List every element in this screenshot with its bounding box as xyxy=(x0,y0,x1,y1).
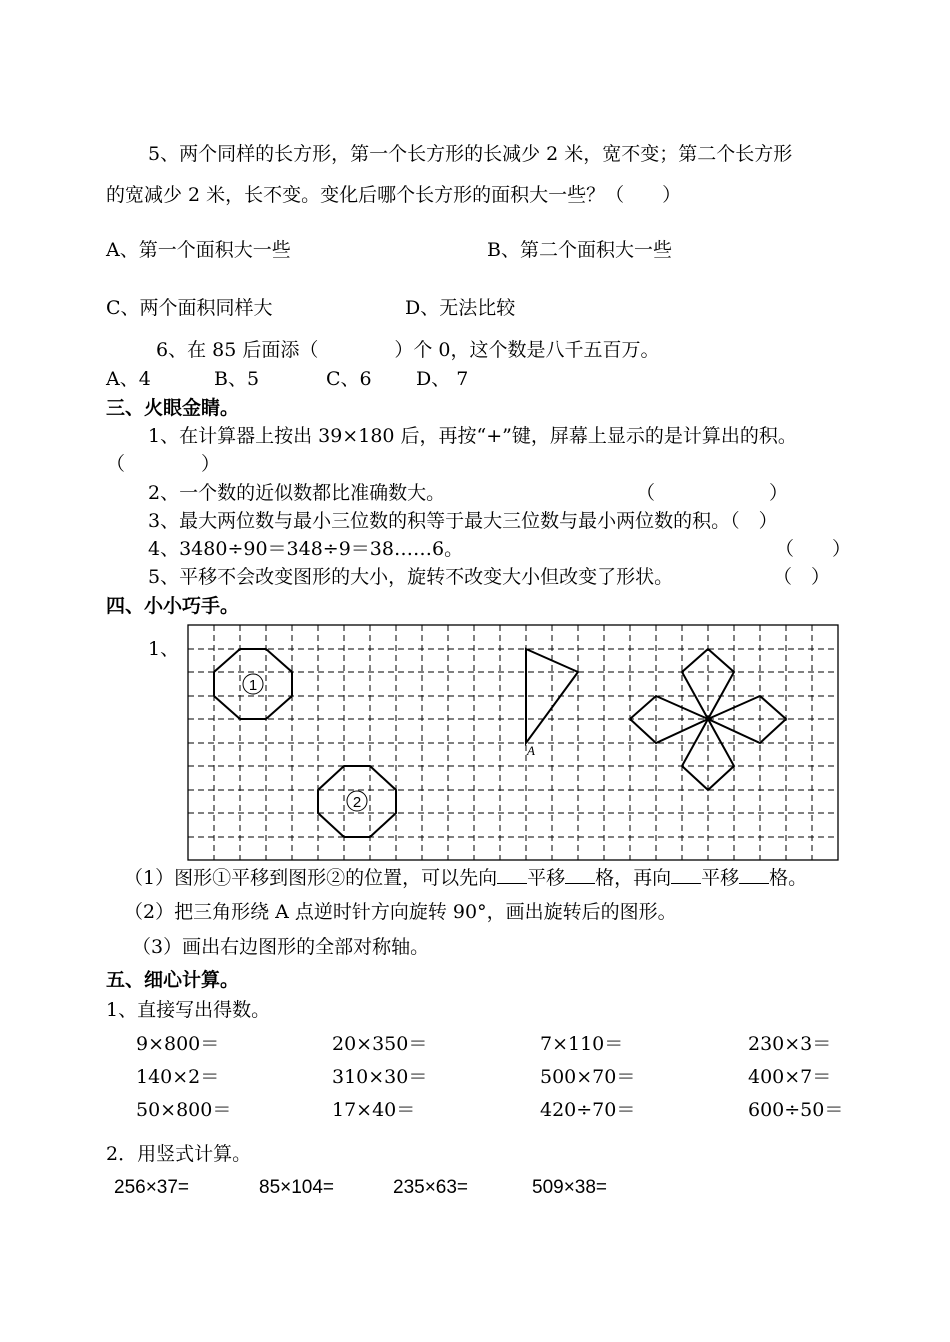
section4-title: 四、小小巧手。 xyxy=(106,595,240,617)
q6-option-c: C、6 xyxy=(326,368,372,390)
section3-q4-paren: （ ） xyxy=(775,538,852,560)
section3-q3: 3、最大两位数与最小三位数的积等于最大三位数与最小两位数的积。（ ） xyxy=(148,510,778,532)
q6-text: 6、在 85 后面添（ ）个 0，这个数是八千五百万。 xyxy=(156,339,660,361)
q5-option-b: B、第二个面积大一些 xyxy=(487,239,672,261)
section3-q4: 4、3480÷90＝348÷9＝38……6。 xyxy=(148,538,464,560)
sub1-part-b: 平移 xyxy=(527,867,566,889)
section3-q5: 5、平移不会改变图形的大小，旋转不改变大小但改变了形状。 xyxy=(148,566,674,588)
q5-line1: 5、两个同样的长方形，第一个长方形的长减少 2 米，宽不变；第二个长方形 xyxy=(148,143,793,165)
shape-1-label: 1 xyxy=(248,677,258,694)
section3-q5-paren: （ ） xyxy=(773,566,831,588)
sub1-blank-1[interactable] xyxy=(497,865,527,884)
q5-option-a: A、第一个面积大一些 xyxy=(106,239,291,261)
section3-q1-line1: 1、在计算器上按出 39×180 后，再按“+”键，屏幕上显示的是计算出的积。 xyxy=(148,425,797,447)
calc-r3-c2: 17×40＝ xyxy=(332,1099,416,1121)
sub1-part-d: 平移 xyxy=(701,867,740,889)
section5-part1-title: 1、直接写出得数。 xyxy=(106,999,271,1021)
calc-r1-c1: 9×800＝ xyxy=(136,1033,220,1055)
calc-r3-c4: 600÷50＝ xyxy=(748,1099,844,1121)
vertical-calc-3: 235×63= xyxy=(393,1177,469,1198)
section3-q1-paren: （ ） xyxy=(106,453,221,475)
q6-option-a: A、4 xyxy=(106,368,151,390)
sub1-part-a: （1）图形①平移到图形②的位置，可以先向 xyxy=(124,867,498,889)
section4-sub3: （3）画出右边图形的全部对称轴。 xyxy=(132,936,430,958)
q5-option-d: D、无法比较 xyxy=(405,297,516,319)
calc-r2-c1: 140×2＝ xyxy=(136,1066,220,1088)
vertical-calc-4: 509×38= xyxy=(532,1177,608,1198)
q5-option-c: C、两个面积同样大 xyxy=(106,297,273,319)
calc-r3-c1: 50×800＝ xyxy=(136,1099,232,1121)
section5-part2-title: 2．用竖式计算。 xyxy=(106,1143,252,1165)
section4-sub2: （2）把三角形绕 A 点逆时针方向旋转 90°，画出旋转后的图形。 xyxy=(124,901,677,923)
q6-option-d: D、 7 xyxy=(416,368,469,390)
point-a-label: A xyxy=(527,743,535,758)
calc-r1-c2: 20×350＝ xyxy=(332,1033,428,1055)
sub1-part-c: 格，再向 xyxy=(595,867,672,889)
section3-q2: 2、一个数的近似数都比准确数大。 xyxy=(148,482,446,504)
calc-r1-c3: 7×110＝ xyxy=(540,1033,624,1055)
calc-r2-c2: 310×30＝ xyxy=(332,1066,428,1088)
section3-title: 三、火眼金睛。 xyxy=(106,397,240,419)
section5-title: 五、细心计算。 xyxy=(106,969,240,991)
sub1-part-e: 格。 xyxy=(769,867,808,889)
section4-q1-label: 1、 xyxy=(148,638,180,660)
section3-q2-paren: （ ） xyxy=(636,482,789,504)
sub1-blank-4[interactable] xyxy=(739,865,769,884)
shape-2-label: 2 xyxy=(352,794,362,811)
grid-dashed-lines xyxy=(188,625,838,860)
sub1-blank-3[interactable] xyxy=(671,865,701,884)
vertical-calc-2: 85×104= xyxy=(259,1177,335,1198)
sub1-blank-2[interactable] xyxy=(565,865,595,884)
calc-r1-c4: 230×3＝ xyxy=(748,1033,832,1055)
calc-r2-c4: 400×7＝ xyxy=(748,1066,832,1088)
q6-option-b: B、5 xyxy=(214,368,260,390)
vertical-calc-1: 256×37= xyxy=(114,1177,190,1198)
calc-r2-c3: 500×70＝ xyxy=(540,1066,636,1088)
q5-line2: 的宽减少 2 米，长不变。变化后哪个长方形的面积大一些？（ ） xyxy=(106,184,682,206)
section4-sub1 xyxy=(124,865,807,890)
calc-r3-c3: 420÷70＝ xyxy=(540,1099,636,1121)
